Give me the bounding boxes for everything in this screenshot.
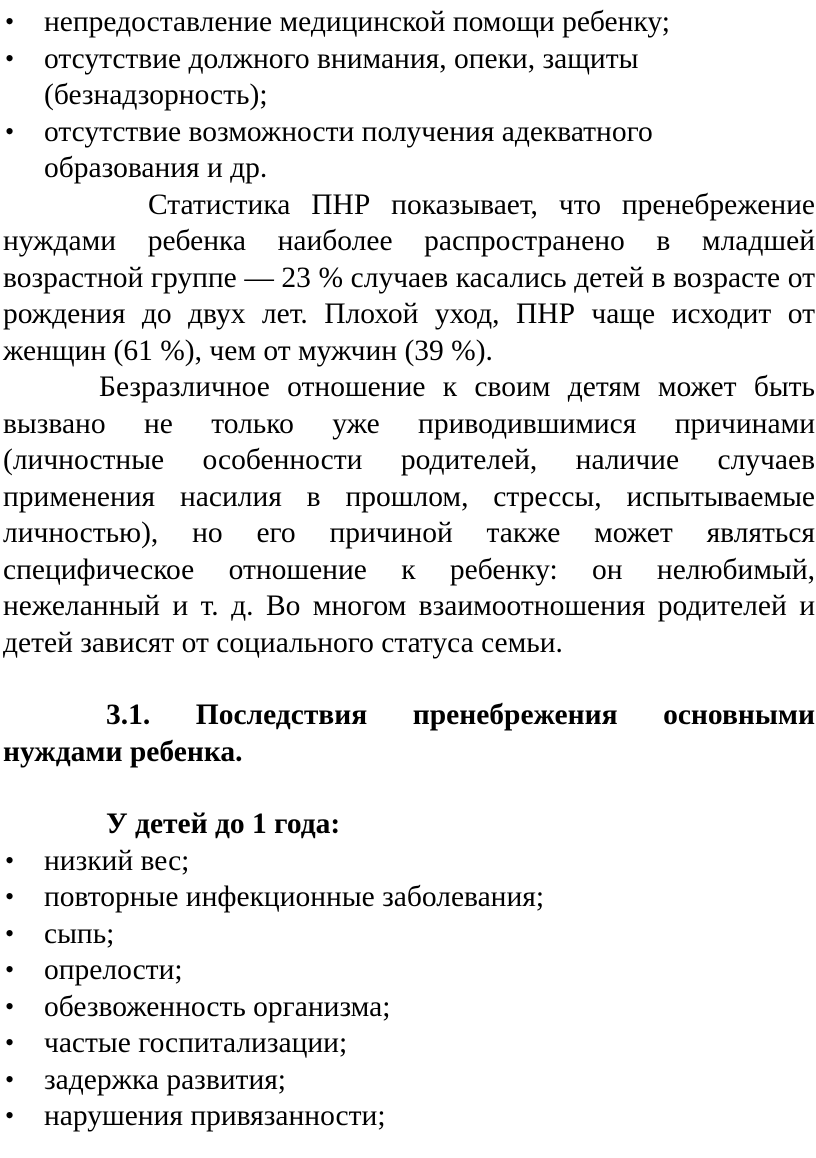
list-item: • непредоставление медицинской помощи ребенку;	[3, 4, 815, 41]
list-item: • отсутствие должного внимания, опеки, защиты (безнадзорность);	[3, 41, 815, 114]
list-item: • обезвоженность организма;	[3, 989, 815, 1026]
list-item: • нарушения привязанности;	[3, 1098, 815, 1135]
section-heading: 3.1. Последствия пренебрежения основными нуждами ребенка.	[3, 699, 815, 768]
list-item: • сыпь;	[3, 916, 815, 953]
neglect-forms-list	[3, 4, 815, 187]
list-item: • опрелости;	[3, 952, 815, 989]
infant-effects-list	[3, 843, 815, 1135]
statistics-paragraph: Статистика ПНР показывает, что пренебрежение нуждами ребенка наиболее распространено в младшей возрастной группе — 23 % случаев касались детей в возрасте от рождения до двух лет. Плохой уход, ПНР чаще исходит от женщин (61 %), чем от мужчин (39 %).	[3, 188, 815, 367]
causes-paragraph: Безразличное отношение к своим детям может быть вызвано не только уже приводившимися причинами (личностные особенности родителей, наличие случаев применения насилия в прошлом, стрессы, испытываемые личностью), но его причиной также может являться специфическое отношение к ребенку: он нелюбимый, нежеланный и т. д. Во многом взаимоотношения родителей и детей зависят от социального статуса семьи.	[3, 371, 815, 659]
list-item: • повторные инфекционные заболевания;	[3, 879, 815, 916]
document-page	[0, 4, 815, 1135]
subheading: У детей до 1 года:	[106, 808, 341, 840]
list-item: • частые госпитализации;	[3, 1025, 815, 1062]
list-item: • низкий вес;	[3, 843, 815, 880]
list-item: • задержка развития;	[3, 1062, 815, 1099]
list-item: • отсутствие возможности получения адекватного образования и др.	[3, 114, 815, 187]
